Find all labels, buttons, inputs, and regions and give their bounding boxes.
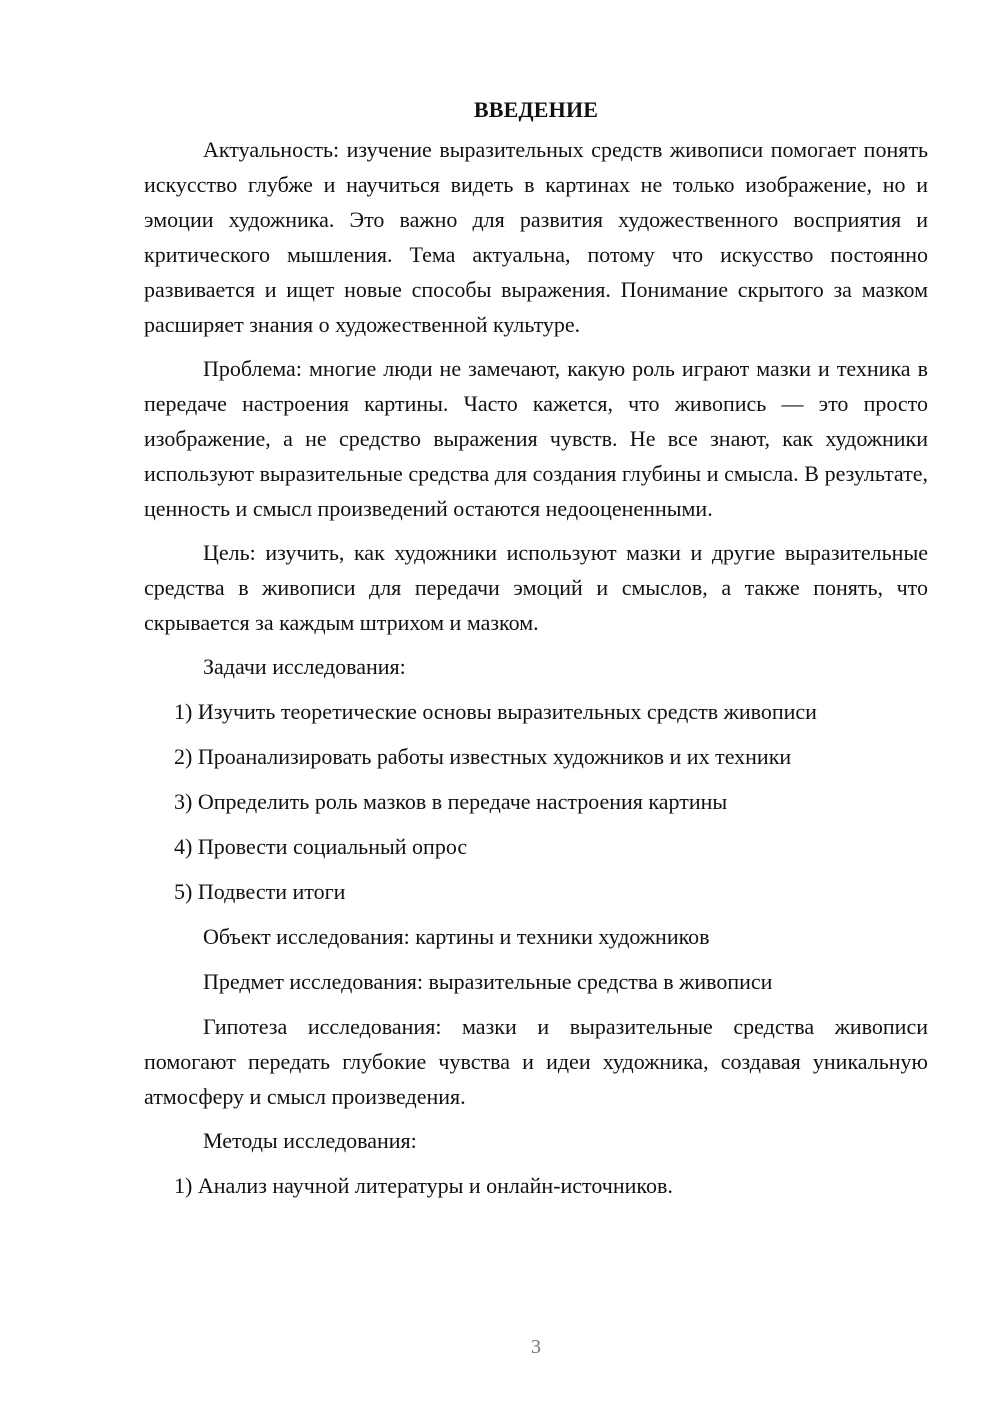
list-item: 1) Изучить теоретические основы выразительных средств живописи [174, 699, 817, 724]
tasks-heading: Задачи исследования: [203, 654, 406, 679]
list-item: 4) Провести социальный опрос [174, 834, 468, 859]
page-title: ВВЕДЕНИЕ [473, 97, 599, 122]
methods-heading: Методы исследования: [203, 1128, 417, 1153]
relevance-paragraph: Актуальность: изучение выразительных средств живописи помогает понять искусство глубже и научиться видеть в картинах не только изображение, но и эмоции художника. Это важно для развития художественного восприятия и критического мышления. Тема актуальна, потому что искусство постоянно развивается и ищет новые способы выражения. Понимание скрытого за мазком расширяет знания о художественной культуре. [144, 137, 928, 337]
goal-paragraph: Цель: изучить, как художники используют мазки и другие выразительные средства в живописи для передачи эмоций и смыслов, а также понять, что скрывается за каждым штрихом и мазком. [144, 540, 928, 635]
list-item: 3) Определить роль мазков в передаче настроения картины [174, 789, 728, 814]
subject-line: Предмет исследования: выразительные средства в живописи [203, 969, 773, 994]
object-line: Объект исследования: картины и техники художников [203, 924, 710, 949]
hypothesis-paragraph: Гипотеза исследования: мазки и выразительные средства живописи помогают передать глубокие чувства и идеи художника, создавая уникальную атмосферу и смысл произведения. [144, 1014, 928, 1109]
methods-list [144, 1168, 928, 1203]
list-item: 1) Анализ научной литературы и онлайн-источников. [174, 1173, 673, 1198]
page-content [144, 90, 928, 1213]
list-item: 2) Проанализировать работы известных художников и их техники [174, 744, 792, 769]
tasks-list [144, 694, 928, 909]
list-item: 5) Подвести итоги [174, 879, 346, 904]
page-number: 3 [531, 1336, 541, 1358]
problem-paragraph: Проблема: многие люди не замечают, какую роль играют мазки и техника в передаче настроения картины. Часто кажется, что живопись — это просто изображение, а не средство выражения чувств. Не все знают, как художники используют выразительные средства для создания глубины и смысла. В результате, ценность и смысл произведений остаются недооцененными. [144, 356, 928, 521]
